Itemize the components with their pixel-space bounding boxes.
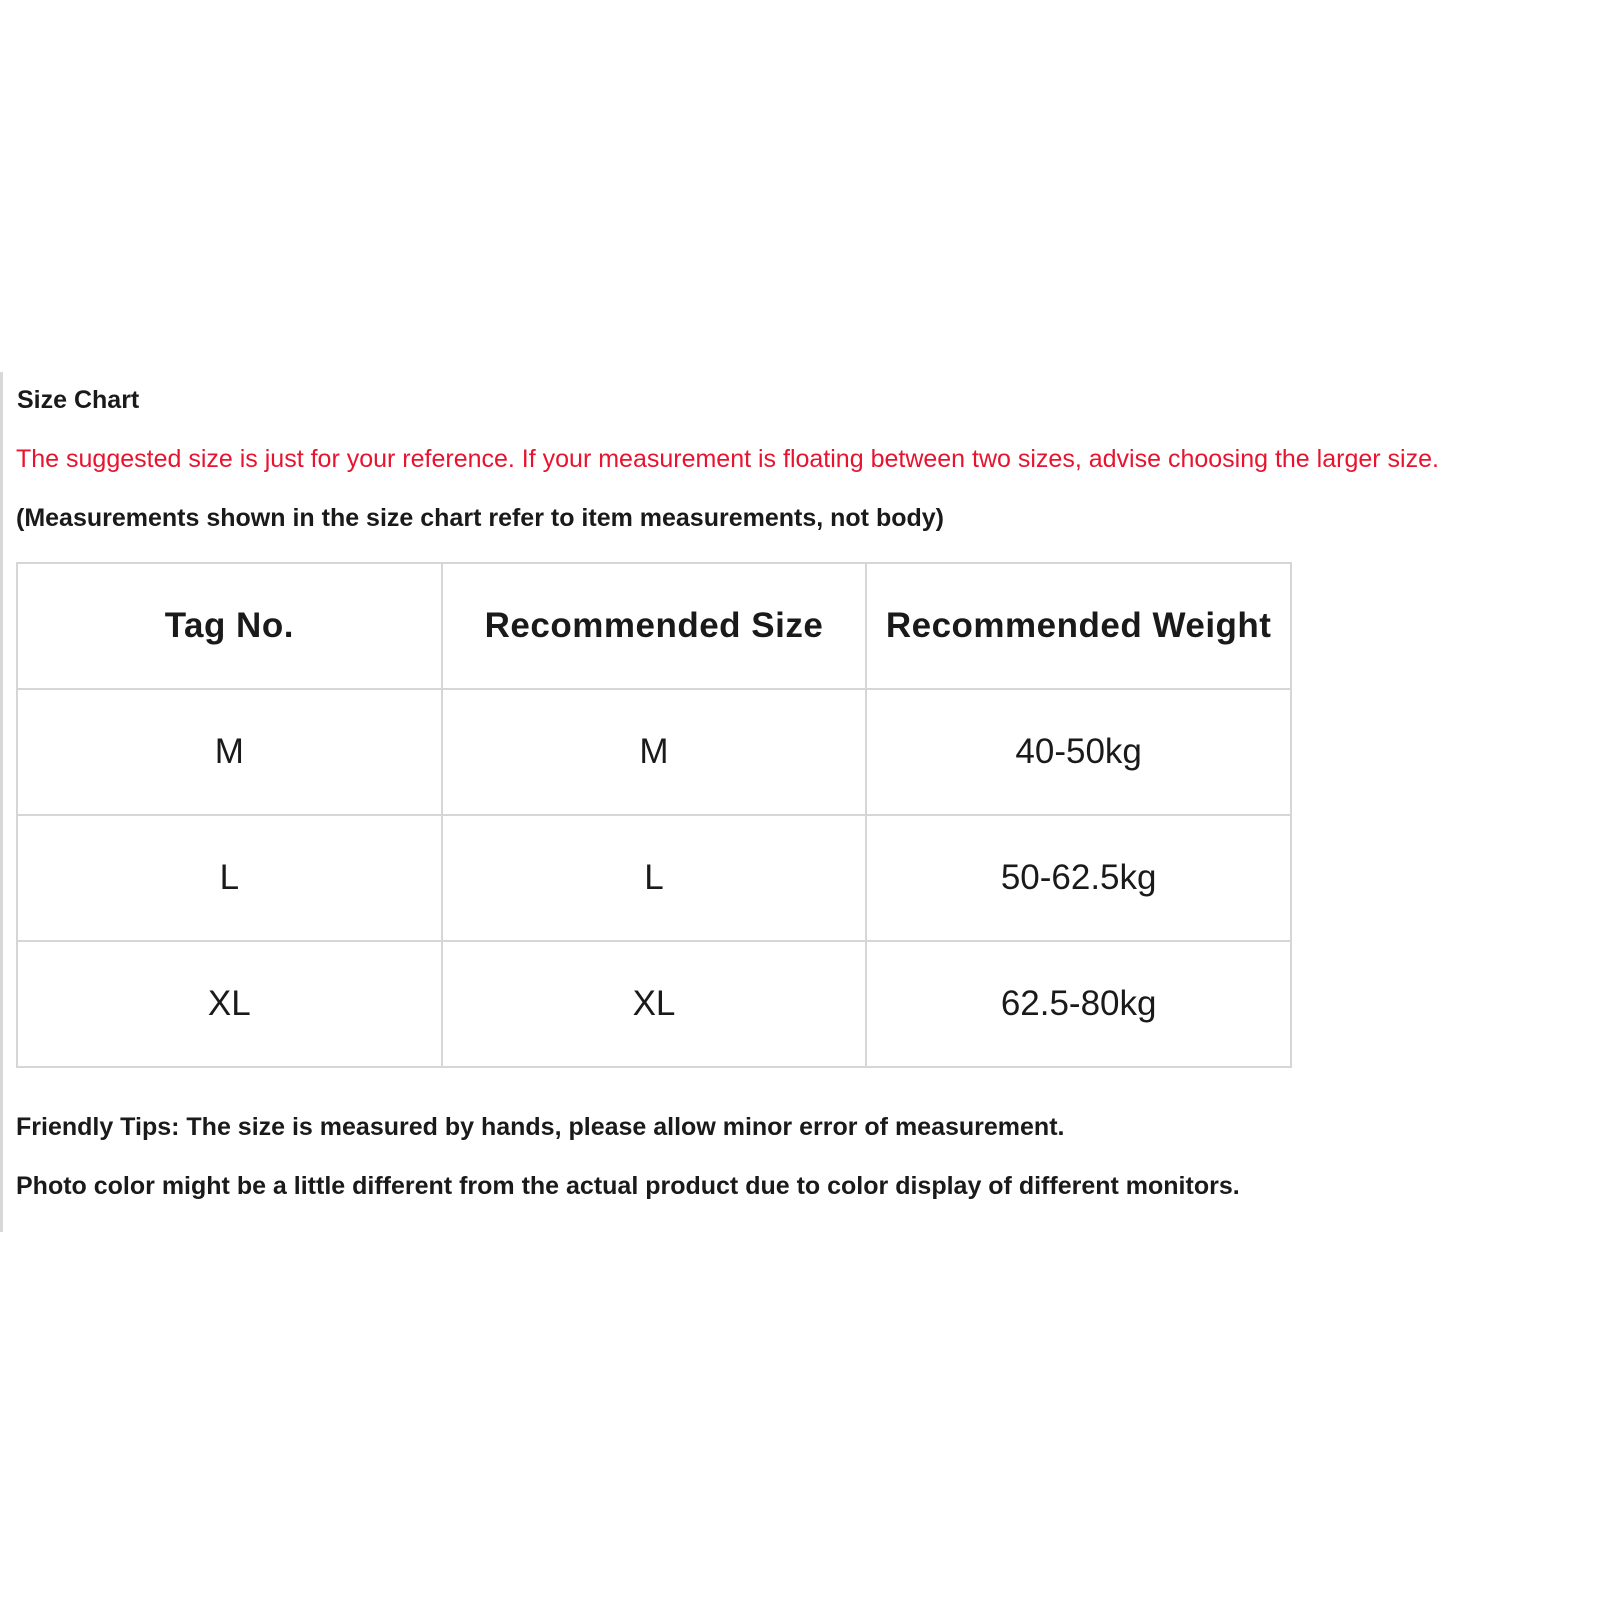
recommended-weight-cell: 50-62.5kg	[866, 815, 1291, 941]
column-header-recommended-size: Recommended Size	[442, 563, 867, 689]
recommended-size-cell: XL	[442, 941, 867, 1067]
photo-color-note: Photo color might be a little different from the actual product due to color display of different monitors.	[16, 1172, 1240, 1200]
column-header-recommended-weight: Recommended Weight	[866, 563, 1291, 689]
tag-no-cell: XL	[17, 941, 442, 1067]
recommended-weight-cell: 62.5-80kg	[866, 941, 1291, 1067]
size-notice: The suggested size is just for your reference. If your measurement is floating between two sizes, advise choosing the larger size.	[16, 445, 1439, 473]
recommended-size-cell: M	[442, 689, 867, 815]
table-row	[17, 941, 1291, 1067]
measurement-note: (Measurements shown in the size chart refer to item measurements, not body)	[16, 504, 944, 532]
size-chart-panel	[0, 372, 1593, 1232]
table-row	[17, 815, 1291, 941]
recommended-size-cell: L	[442, 815, 867, 941]
column-header-tag-no: Tag No.	[17, 563, 442, 689]
tag-no-cell: M	[17, 689, 442, 815]
size-table	[16, 562, 1292, 1068]
table-header-row	[17, 563, 1291, 689]
tag-no-cell: L	[17, 815, 442, 941]
table-row	[17, 689, 1291, 815]
recommended-weight-cell: 40-50kg	[866, 689, 1291, 815]
page-title: Size Chart	[17, 386, 140, 414]
friendly-tips: Friendly Tips: The size is measured by hands, please allow minor error of measurement.	[16, 1113, 1065, 1141]
